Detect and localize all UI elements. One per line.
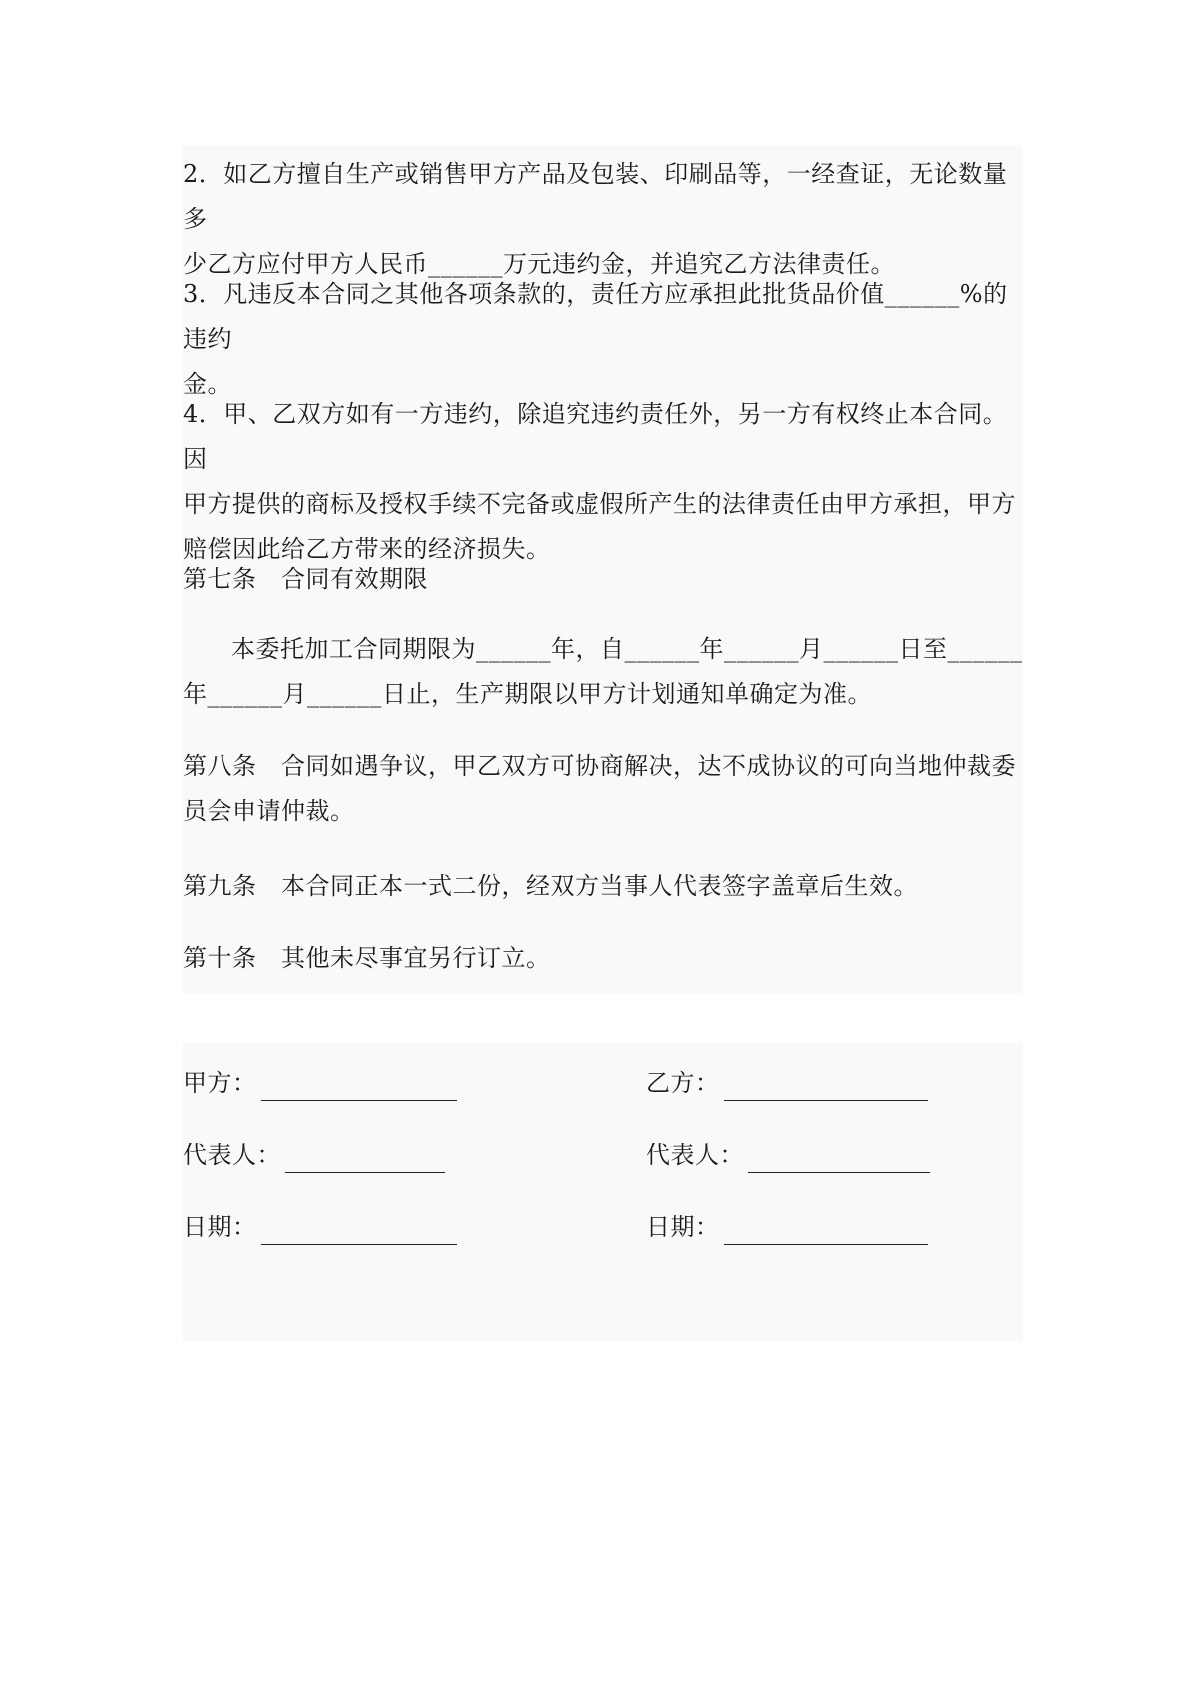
clause-4-line-3: 赔偿因此给乙方带来的经济损失。 <box>183 535 551 563</box>
clause-3 <box>183 272 1023 407</box>
rep-a-signature-line[interactable] <box>285 1144 445 1173</box>
article-7-body <box>183 627 1023 717</box>
date-a-line[interactable] <box>261 1216 457 1245</box>
rep-b-label: 代表人： <box>646 1141 744 1169</box>
rep-a-label: 代表人： <box>183 1141 281 1169</box>
party-a-row <box>183 1065 457 1101</box>
article-10-text: 第十条 其他未尽事宜另行订立。 <box>183 944 551 972</box>
date-b-line[interactable] <box>724 1216 928 1245</box>
party-b-row <box>646 1065 928 1101</box>
clause-2-line-1: 2．如乙方擅自生产或销售甲方产品及包装、印刷品等，一经查证，无论数量多 <box>183 160 1008 233</box>
party-a-label: 甲方： <box>183 1069 257 1097</box>
article-7-body-line-1: 本委托加工合同期限为______年，自______年______月______日至______ <box>231 635 1023 663</box>
clause-4-line-1: 4．甲、乙双方如有一方违约，除追究违约责任外，另一方有权终止本合同。因 <box>183 400 1008 473</box>
article-8-line-2: 员会申请仲裁。 <box>183 797 355 825</box>
clause-4-line-2: 甲方提供的商标及授权手续不完备或虚假所产生的法律责任由甲方承担，甲方 <box>183 490 1016 518</box>
date-a-row <box>183 1209 457 1245</box>
article-7-title <box>183 557 1023 602</box>
date-b-label: 日期： <box>646 1213 720 1241</box>
party-b-label: 乙方： <box>646 1069 720 1097</box>
article-7-title-text: 第七条 合同有效期限 <box>183 565 428 593</box>
article-7-body-line-2: 年______月______日止，生产期限以甲方计划通知单确定为准。 <box>183 680 872 708</box>
article-10 <box>183 936 1023 981</box>
article-9 <box>183 864 1023 909</box>
article-8 <box>183 744 1023 834</box>
date-a-label: 日期： <box>183 1213 257 1241</box>
date-b-row <box>646 1209 928 1245</box>
rep-b-signature-line[interactable] <box>748 1144 930 1173</box>
clause-2 <box>183 152 1023 287</box>
clause-3-line-2: 金。 <box>183 370 232 398</box>
clause-2-line-2: 少乙方应付甲方人民币______万元违约金，并追究乙方法律责任。 <box>183 250 895 278</box>
party-b-signature-line[interactable] <box>724 1072 928 1101</box>
rep-b-row <box>646 1137 930 1173</box>
clause-4 <box>183 392 1023 572</box>
clause-3-line-1: 3．凡违反本合同之其他各项条款的，责任方应承担此批货品价值______%的违约 <box>183 280 1008 353</box>
article-8-line-1: 第八条 合同如遇争议，甲乙双方可协商解决，达不成协议的可向当地仲裁委 <box>183 752 1016 780</box>
party-a-signature-line[interactable] <box>261 1072 457 1101</box>
article-9-text: 第九条 本合同正本一式二份，经双方当事人代表签字盖章后生效。 <box>183 872 918 900</box>
rep-a-row <box>183 1137 445 1173</box>
